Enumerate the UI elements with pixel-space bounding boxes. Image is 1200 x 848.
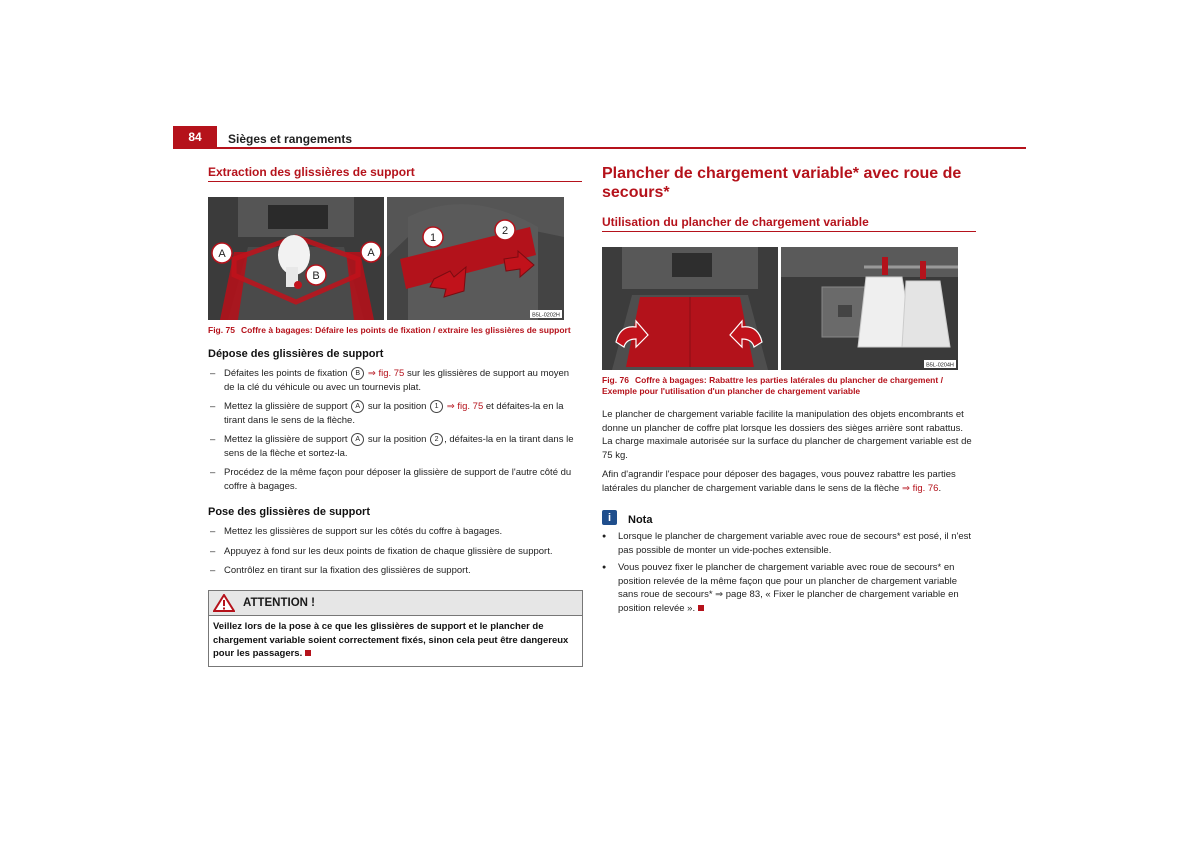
note-item-1: ● Lorsque le plancher de chargement variable avec roue de secours* est posé, il n'est pas possible de monter un vide-poches extensible. bbox=[602, 530, 976, 557]
figure-76-illustration bbox=[602, 247, 958, 370]
paragraph-2-text: Afin d'agrandir l'espace pour déposer des bagages, vous pouvez rabattre les parties latérales du plancher de chargement variable dans le sens de la flèche bbox=[602, 469, 956, 494]
attention-text-block bbox=[209, 616, 582, 666]
paragraph-1: Le plancher de chargement variable facilite la manipulation des objets encombrants et donne un plancher de coffre plat lorsque les dossiers des sièges arrière sont rabattus. La charge maximale autorisée sur la surface du plancher de chargement variable est de 75 kg. bbox=[602, 409, 972, 461]
figure-75-illustration bbox=[208, 197, 564, 320]
right-subtitle: Utilisation du plancher de chargement variable bbox=[602, 215, 869, 229]
pose-item-3: – Contrôlez en tirant sur la fixation des glissières de support. bbox=[208, 564, 582, 578]
pose-list bbox=[208, 525, 582, 584]
depose-item-2-text-mid: sur la position bbox=[365, 401, 430, 413]
figure-75-caption-number: Fig. 75 bbox=[208, 325, 235, 335]
note-title: Nota bbox=[628, 514, 653, 526]
figure-label-a-left: A bbox=[218, 248, 226, 260]
depose-item-3-text-end: , défaites-la en la tirant dans le sens de la flèche et sortez-la. bbox=[224, 434, 574, 459]
figure-75-code: B5L-0202H bbox=[532, 312, 560, 319]
figure-75-caption bbox=[208, 325, 582, 336]
figure-76-code: B5L-0204H bbox=[926, 362, 954, 369]
figure-75 bbox=[208, 197, 564, 320]
figure-label-1: 1 bbox=[429, 232, 437, 244]
note-item-2 bbox=[602, 561, 976, 615]
warning-icon bbox=[213, 594, 235, 612]
attention-title: ATTENTION ! bbox=[243, 597, 315, 609]
pose-item-2: – Appuyez à fond sur les deux points de fixation de chaque glissière de support. bbox=[208, 545, 582, 559]
end-mark bbox=[698, 605, 704, 611]
paragraph-2 bbox=[602, 468, 976, 495]
depose-item-1-text: Défaites les points de fixation bbox=[224, 368, 348, 380]
figure-76-caption-text: Coffre à bagages: Rabattre les parties latérales du plancher de chargement / Exemple pour l'utilisation d'un plancher de chargement variable bbox=[602, 375, 943, 396]
position-1-marker: 1 bbox=[430, 400, 443, 413]
figure-76-caption bbox=[602, 375, 976, 397]
position-2-marker: 2 bbox=[430, 433, 443, 446]
rail-a-marker: A bbox=[351, 400, 364, 413]
info-icon: i bbox=[602, 510, 617, 525]
fig-75-link[interactable]: ⇒ fig. 75 bbox=[446, 401, 484, 413]
depose-item-3 bbox=[208, 433, 582, 460]
figure-label-a-right: A bbox=[367, 247, 375, 259]
right-subtitle-rule bbox=[602, 231, 976, 232]
figure-76-caption-number: Fig. 76 bbox=[602, 375, 629, 385]
rail-a-marker: A bbox=[351, 433, 364, 446]
attention-header bbox=[209, 591, 582, 616]
depose-list bbox=[208, 367, 582, 499]
note-list bbox=[602, 530, 976, 619]
attention-text: Veillez lors de la pose à ce que les glissières de support et le plancher de chargement variable soient correctement fixés, sinon cela peut être dangereux pour les passagers. bbox=[213, 621, 569, 659]
figure-76 bbox=[602, 247, 958, 370]
position-b-marker: B bbox=[351, 367, 364, 380]
fig-75-link[interactable]: ⇒ fig. 75 bbox=[367, 368, 405, 380]
depose-item-4: – Procédez de la même façon pour déposer la glissière de support de l'autre côté du coffre à bagages. bbox=[208, 466, 582, 493]
depose-item-2 bbox=[208, 400, 582, 427]
depose-item-1 bbox=[208, 367, 582, 394]
left-section-title: Extraction des glissières de support bbox=[208, 165, 415, 179]
attention-box bbox=[208, 590, 583, 667]
depose-item-3-text-mid: sur la position bbox=[365, 434, 430, 446]
end-mark bbox=[305, 650, 311, 656]
page-number: 84 bbox=[173, 126, 217, 148]
right-section-title: Plancher de chargement variable* avec roue de secours* bbox=[602, 165, 962, 201]
depose-heading: Dépose des glissières de support bbox=[208, 348, 384, 360]
paragraph-2-end: . bbox=[938, 482, 942, 494]
figure-75-caption-text: Coffre à bagages: Défaire les points de fixation / extraire les glissières de support bbox=[240, 325, 571, 335]
depose-item-2-text: Mettez la glissière de support bbox=[224, 401, 348, 413]
fig-76-link[interactable]: ⇒ fig. 76 bbox=[901, 482, 939, 494]
pose-heading: Pose des glissières de support bbox=[208, 506, 371, 518]
running-head: Sièges et rangements bbox=[228, 132, 353, 146]
depose-item-1-text-end: sur les glissières de support au moyen de la clé du véhicule ou avec un tournevis plat. bbox=[224, 368, 570, 393]
depose-item-2-text-end: et défaites-la en la tirant dans le sens de la flèche. bbox=[224, 401, 564, 426]
figure-label-2: 2 bbox=[501, 225, 509, 237]
figure-label-b: B bbox=[312, 270, 320, 282]
depose-item-3-text: Mettez la glissière de support bbox=[224, 434, 348, 446]
header-rule bbox=[173, 147, 1026, 149]
left-title-rule bbox=[208, 181, 582, 182]
pose-item-1: – Mettez les glissières de support sur les côtés du coffre à bagages. bbox=[208, 525, 582, 539]
note-item-2-text: Vous pouvez fixer le plancher de chargement variable avec roue de secours* en position relevée de la même façon que pour un plancher de chargement variable sans roue de secours* ⇒ page 83, « Fixer le plancher de chargement variable en position relevée ». bbox=[618, 562, 959, 614]
